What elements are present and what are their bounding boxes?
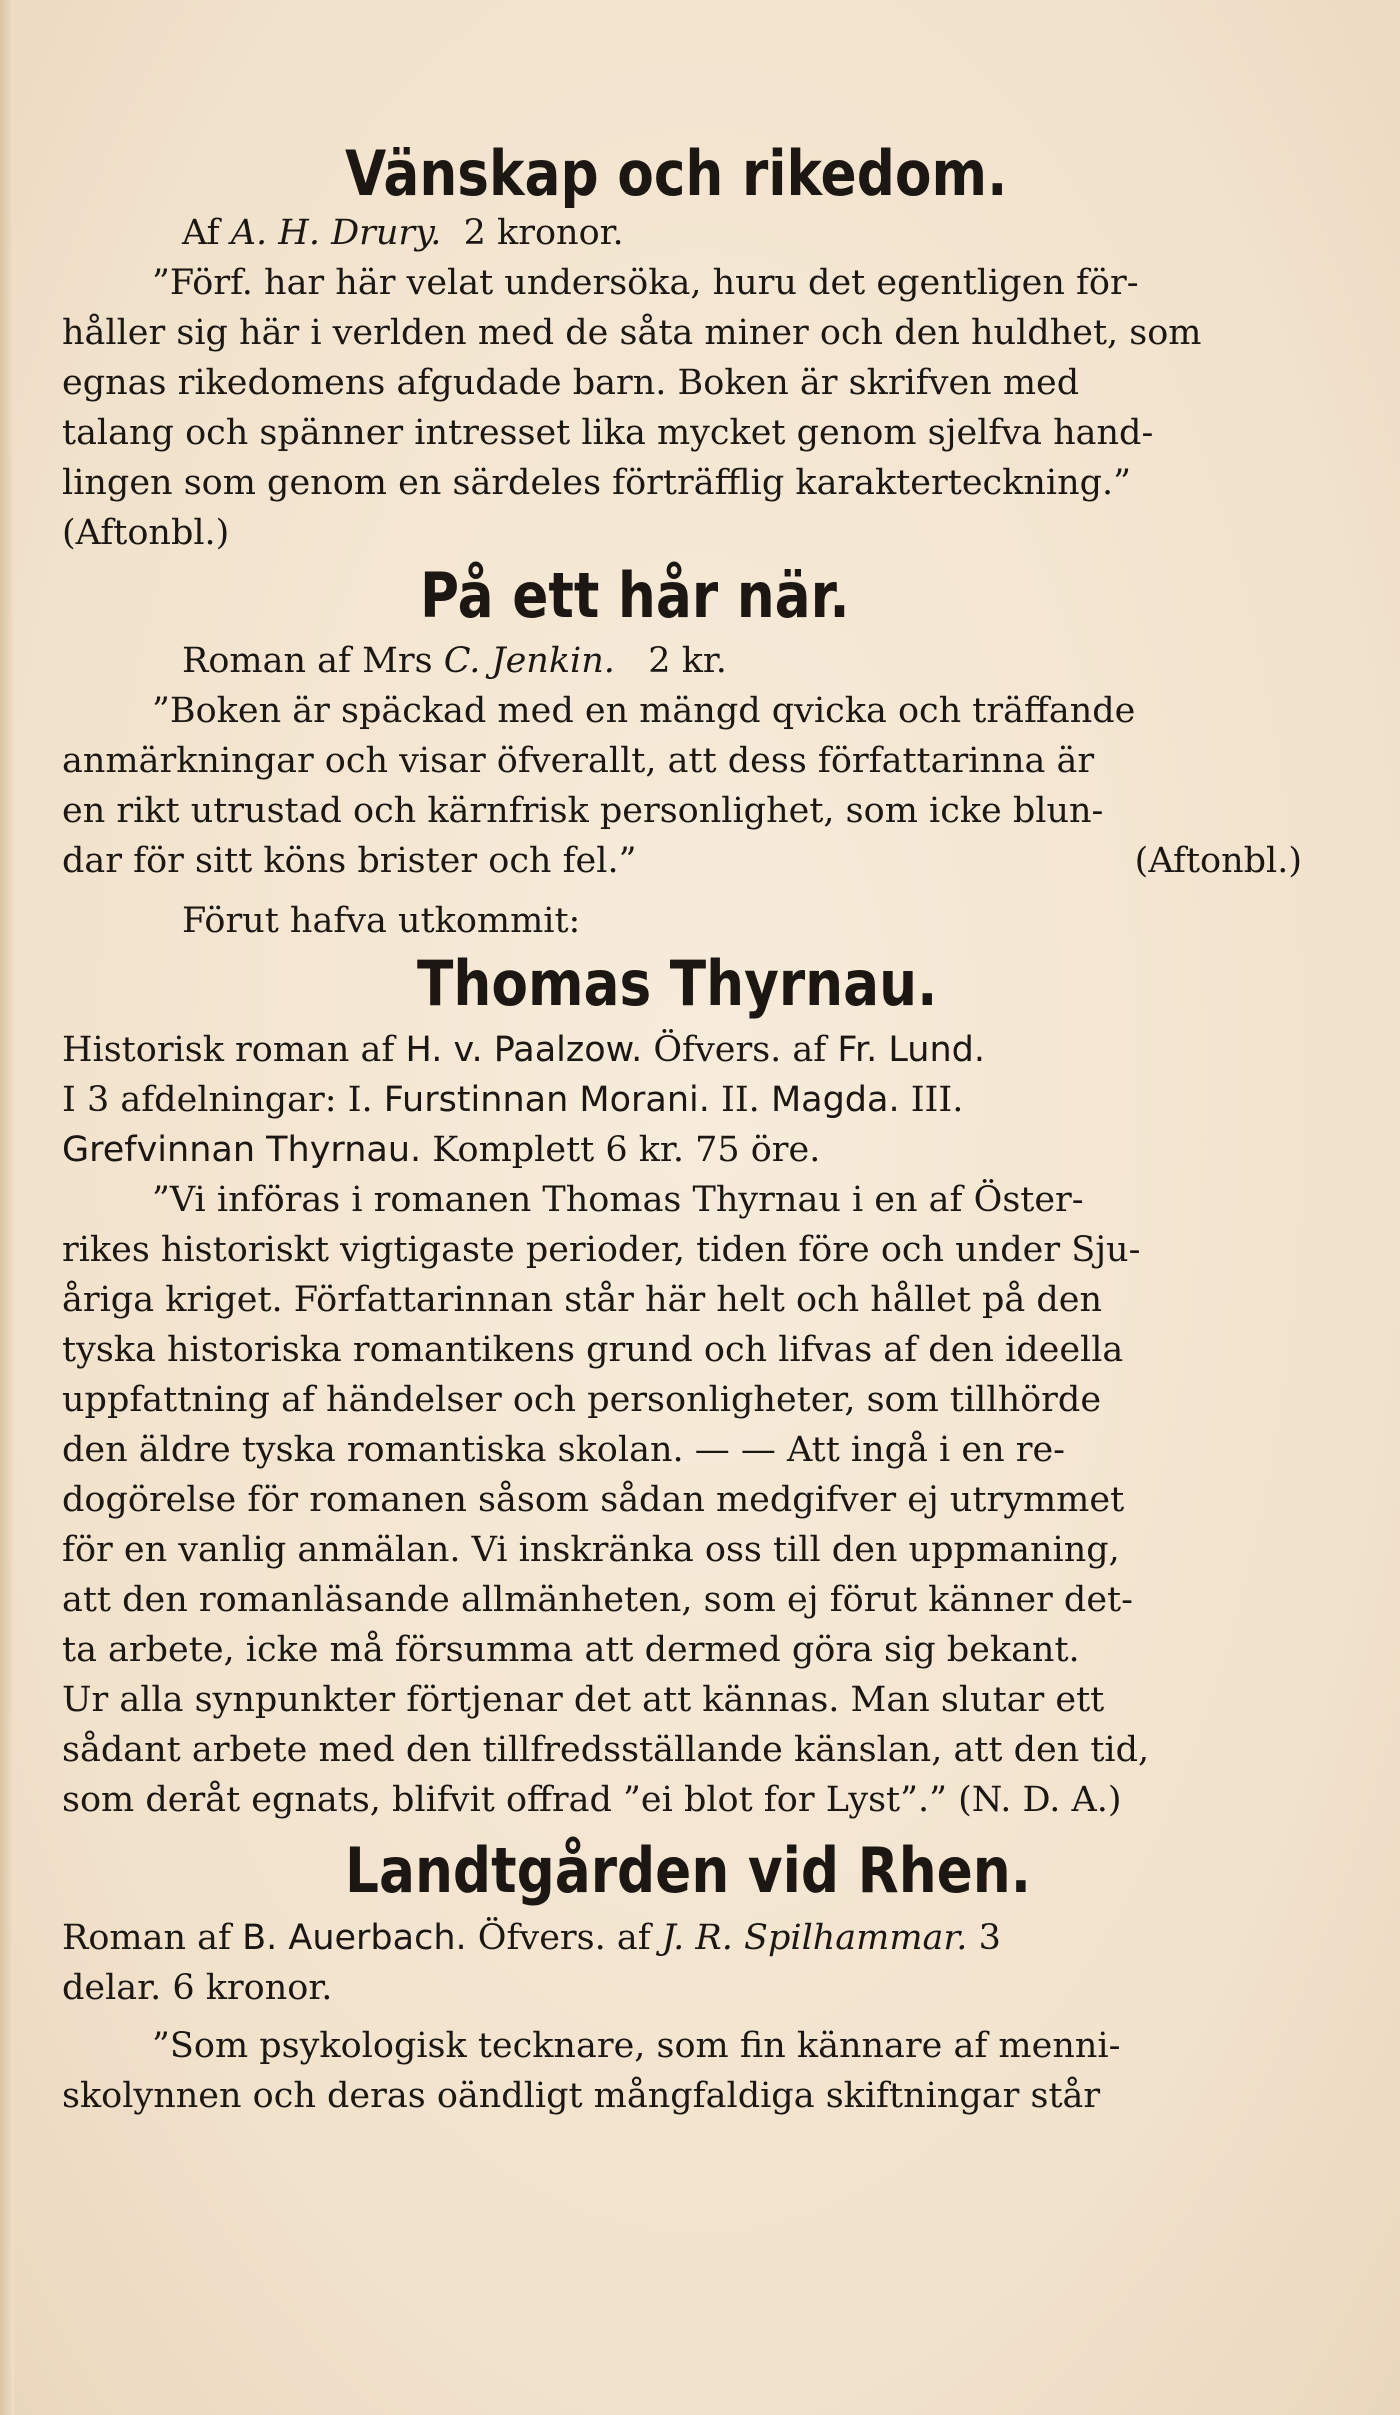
book2-source: (Aftonbl.) [1134, 841, 1302, 882]
book1-title: Vänskap och rikedom. [345, 137, 1008, 210]
book2-title: På ett hår när. [420, 559, 850, 633]
book3-divisions: I 3 afdelningar: [62, 1079, 337, 1120]
book1-author: A. H. Drury. [230, 213, 442, 254]
book3-line-2 [62, 1075, 1302, 1125]
book2-byline-prefix: Roman af Mrs [182, 641, 433, 682]
book3-line-1 [62, 1025, 1302, 1075]
book2-review-line-2: anmärkningar och visar öfverallt, att dess författarinna är [62, 741, 1095, 782]
book3-review-line-1: ”Vi införas i romanen Thomas Thyrnau i en af Öster- [152, 1179, 1084, 1220]
book3-part2: Magda. [770, 1079, 900, 1120]
book2-price: 2 kr. [648, 641, 727, 682]
book2-review-line-3: en rikt utrustad och kärnfrisk personlighet, som icke blun- [62, 791, 1104, 832]
book3-review-line-13: som deråt egnats, blifvit offrad ”ei blot for Lyst”.” (N. D. A.) [62, 1779, 1122, 1820]
book1-review-line-5: lingen som genom en särdeles förträfflig karakterteckning.” [62, 463, 1132, 504]
book3-review-line-4: tyska historiska romantikens grund och lifvas af den ideella [62, 1329, 1124, 1370]
book1-price: 2 kronor. [463, 213, 624, 254]
book3-part1-num: I. [347, 1079, 373, 1120]
book3-translated-by: Öfvers. af [653, 1029, 827, 1070]
book3-review-line-8: för en vanlig anmälan. Vi inskränka oss till den uppmaning, [62, 1529, 1120, 1570]
book4-review-line-1: ”Som psykologisk tecknare, som fin kännare af menni- [152, 2025, 1121, 2066]
book4-line-2: delar. 6 kronor. [62, 1967, 333, 2008]
book4-line-1 [62, 1913, 1302, 1963]
page-edge [0, 0, 14, 2415]
book3-part3: Grefvinnan Thyrnau. [62, 1129, 422, 1170]
book3-part3-num: III. [910, 1079, 964, 1120]
book2-byline [62, 636, 1302, 686]
book3-price: Komplett 6 kr. 75 öre. [432, 1129, 821, 1170]
book3-review-line-11: Ur alla synpunkter förtjenar det att kännas. Man slutar ett [62, 1679, 1105, 1720]
book2-review-last: dar för sitt köns brister och fel.” [62, 841, 637, 882]
book4-genre: Roman af [62, 1917, 231, 1958]
book1-byline-prefix: Af [182, 213, 220, 254]
book4-volumes-count: 3 [978, 1917, 1001, 1958]
book3-review-line-10: ta arbete, icke må försumma att dermed göra sig bekant. [62, 1629, 1080, 1670]
book1-review-line-3: egnas rikedomens afgudade barn. Boken är skrifven med [62, 363, 1080, 404]
book3-part1: Furstinnan Morani. [383, 1079, 710, 1120]
book3-review-line-7: dogörelse för romanen såsom sådan medgifver ej utrymmet [62, 1479, 1125, 1520]
book3-review-line-2: rikes historiskt vigtigaste perioder, tiden före och under Sju- [62, 1229, 1141, 1270]
book4-translator: J. R. Spilhammar. [661, 1917, 968, 1958]
book3-review-line-9: att den romanläsande allmänheten, som ej förut känner det- [62, 1579, 1133, 1620]
book2-review-line-1: ”Boken är späckad med en mängd qvicka och träffande [152, 691, 1136, 732]
book1-review-line-1: ”Förf. har här velat undersöka, huru det egentligen för- [152, 263, 1139, 304]
advertisement-column [62, 137, 1302, 2121]
book1-review-line-2: håller sig här i verlden med de såta miner och den huldhet, som [62, 313, 1202, 354]
book2-review-line-4 [62, 836, 1302, 886]
book1-source: (Aftonbl.) [62, 513, 230, 554]
book3-review-line-6: den äldre tyska romantiska skolan. — — Att ingå i en re- [62, 1429, 1066, 1470]
book4-title: Landtgården vid Rhen. [345, 1833, 1032, 1907]
book3-title: Thomas Thyrnau. [417, 947, 938, 1021]
book4-review-line-2: skolynnen och deras oändligt mångfaldiga skiftningar står [62, 2075, 1101, 2116]
book3-line-3 [62, 1125, 1302, 1175]
book3-review-line-5: uppfattning af händelser och personligheter, som tillhörde [62, 1379, 1102, 1420]
book1-review-line-4: talang och spänner intresset lika mycket genom sjelfva hand- [62, 413, 1154, 454]
book3-author: H. v. Paalzow. [405, 1029, 643, 1070]
book2-author: C. Jenkin. [443, 641, 615, 682]
book1-byline [62, 208, 1302, 258]
book4-translated-by: Öfvers. af [477, 1917, 651, 1958]
previously-published: Förut hafva utkommit: [182, 901, 581, 942]
book3-review-line-12: sådant arbete med den tillfredsställande känslan, att den tid, [62, 1729, 1150, 1770]
book4-author: B. Auerbach. [242, 1917, 467, 1958]
book3-translator: Fr. Lund. [837, 1029, 986, 1070]
book3-part2-num: II. [721, 1079, 760, 1120]
book3-review-line-3: åriga kriget. Författarinnan står här helt och hållet på den [62, 1279, 1103, 1320]
book3-genre: Historisk roman af [62, 1029, 395, 1070]
